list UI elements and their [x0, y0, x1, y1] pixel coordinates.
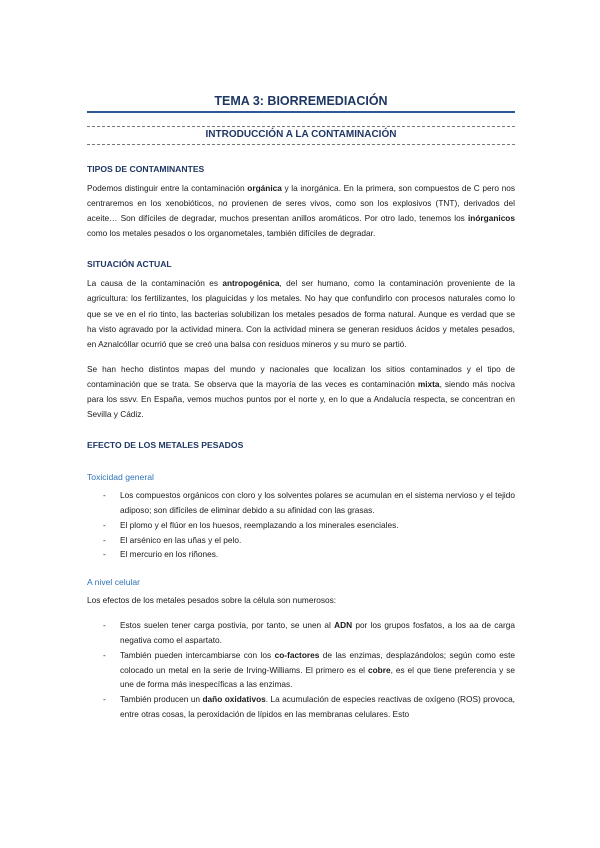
dash-bullet: -	[103, 519, 106, 530]
list-item	[87, 547, 515, 562]
list-item	[87, 648, 515, 692]
bold-term: mixta	[417, 378, 440, 389]
bold-term: co-factores	[274, 649, 320, 660]
paragraph-tipos	[87, 181, 515, 241]
heading-situacion: SITUACIÓN ACTUAL	[87, 259, 172, 270]
dash-bullet: -	[103, 549, 106, 560]
text-run: También producen un	[120, 694, 203, 705]
bold-term: daño oxidativos	[202, 694, 266, 705]
bold-term: ADN	[334, 620, 353, 631]
paragraph-situacion-1	[87, 276, 515, 351]
celular-list	[87, 618, 515, 722]
section-subtitle: INTRODUCCIÓN A LA CONTAMINACIÓN	[205, 129, 397, 140]
toxicidad-list	[87, 488, 515, 562]
page-title: TEMA 3: BIORREMEDIACIÓN	[214, 94, 388, 108]
list-item	[87, 518, 515, 533]
paragraph-situacion-2	[87, 362, 515, 422]
list-item-text: El arsénico en las uñas y el pelo.	[120, 534, 242, 545]
document-body	[87, 163, 515, 722]
dash-bullet: -	[103, 534, 106, 545]
text-run: Se han hecho distintos mapas del mundo y nacionales que localizan los sitios contaminados y el tipo de contaminación que se trata. Se observa que la mayoría de las veces es contaminación	[87, 363, 515, 389]
text-run: de las enzimas, desplazándolos; según como este colocado un metal en la serie de Irving-Williams. El primero es el	[120, 649, 515, 675]
text-run: como los metales pesados o los organometales, también difíciles de degradar.	[87, 228, 376, 239]
dashed-rule-top	[87, 126, 515, 127]
text-run: La causa de la contaminación es	[87, 278, 223, 289]
title-underline	[87, 111, 515, 113]
dashed-rule-bottom	[87, 144, 515, 145]
text-run: por los grupos fosfatos, a los aa de carga negativa como el aspartato.	[120, 620, 515, 646]
bold-term: antropogénica	[222, 278, 280, 289]
list-item-text: Los compuestos orgánicos con cloro y los solventes polares se acumulan en el sistema nervioso y el tejido adiposo; son difíciles de eliminar debido a su afinidad con las grasas.	[120, 490, 515, 516]
text-run: y la inorgánica. En la primera, son compuestos de C pero nos centraremos en los xenobióticos, no provienen de seres vivos, como son los explosivos (TNT), derivados del aceite… Son difíciles de degradar, muchos presentan anillos aromáticos. Por otro lado, tenemos los	[87, 183, 515, 224]
dash-bullet: -	[103, 620, 106, 631]
dash-bullet: -	[103, 649, 106, 660]
bold-term: cobre	[367, 664, 391, 675]
list-item	[87, 488, 515, 518]
dash-bullet: -	[103, 490, 106, 501]
text-run: , siendo más nociva para los ssvv. En España, vemos muchos puntos por el norte y, en lo que a Andalucía respecta, se concentran en Sevilla y Cádiz.	[87, 378, 516, 420]
text-run: , es el que tiene preferencia y se une de forma más inespecíficas a las enzimas.	[120, 664, 516, 690]
heading-tipos: TIPOS DE CONTAMINANTES	[87, 164, 205, 174]
heading-efecto: EFECTO DE LOS METALES PESADOS	[87, 440, 244, 451]
bold-term: inórganicos	[467, 213, 515, 224]
bold-term: orgánica	[247, 183, 282, 193]
text-run: También pueden intercambiarse con los	[120, 649, 275, 660]
paragraph-celular-intro: Los efectos de los metales pesados sobre la célula son numerosos:	[87, 595, 337, 606]
text-run: Podemos distinguir entre la contaminación	[87, 183, 248, 193]
text-run: Estos suelen tener carga postivia, por tanto, se unen al	[120, 620, 335, 631]
dash-bullet: -	[103, 694, 106, 705]
list-item-text: El mercurio en los riñones.	[120, 549, 219, 560]
list-item	[87, 533, 515, 548]
list-item	[87, 618, 515, 648]
list-item-text: El plomo y el flúor en los huesos, reemplazando a los minerales esenciales.	[120, 519, 399, 530]
subheading-toxicidad: Toxicidad general	[87, 472, 154, 483]
subheading-celular: A nivel celular	[87, 577, 141, 588]
list-item	[87, 692, 515, 722]
text-run: , del ser humano, como la contaminación proveniente de la agricultura: los fertilizantes, los plaguicidas y los metales. No hay que confundirlo con procesos naturales como lo que se ve en el rio tinto, las bacterias solubilizan los metales pesados de forma natural. Aunque es verdad que se ha visto agravado por la actividad minera. Con la actividad minera se generan residuos ácidos y metales pesados, en Aznalcóllar ocurrió que se creó una balsa con residuos mineros y su muro se partió.	[87, 278, 515, 349]
text-run: . La acumulación de especies reactivas de oxígeno (ROS) provoca, entre otras cosas, la peroxidación de lípidos en las membranas celulares. Esto	[120, 694, 515, 720]
